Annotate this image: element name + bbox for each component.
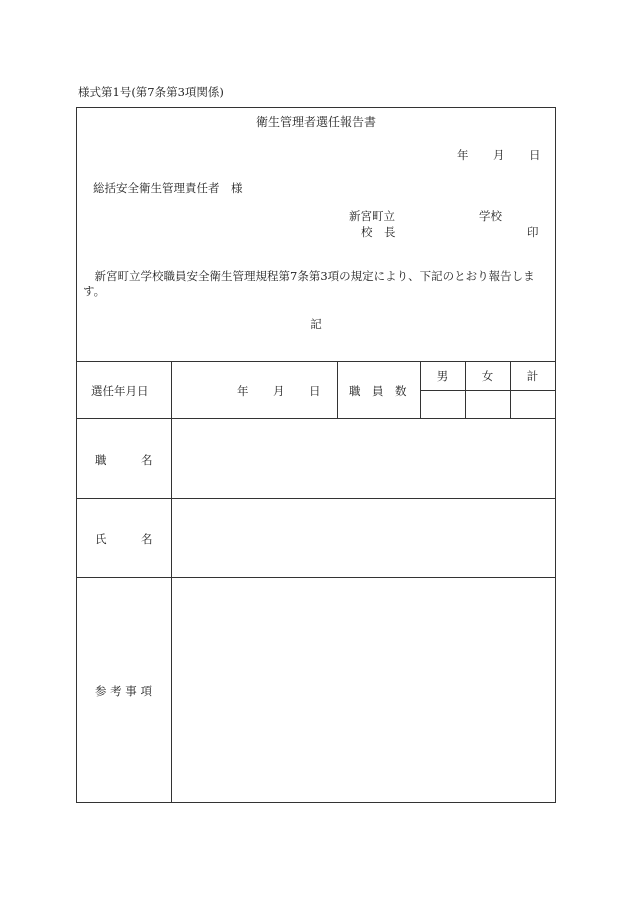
divider-label-column bbox=[171, 361, 172, 803]
appointment-year: 年 bbox=[237, 384, 249, 398]
form-number-label: 様式第1号(第7条第3項関係) bbox=[78, 85, 224, 99]
divider-row2 bbox=[77, 498, 555, 499]
report-form bbox=[76, 107, 556, 803]
date-year: 年 bbox=[457, 148, 469, 162]
appointment-month: 月 bbox=[273, 384, 285, 398]
divider-table-top bbox=[77, 361, 555, 362]
appointment-date-label: 選任年月日 bbox=[91, 384, 149, 398]
date-month: 月 bbox=[493, 148, 505, 162]
seal-mark: 印 bbox=[527, 225, 539, 239]
staff-count-label: 職 員 数 bbox=[349, 384, 407, 398]
school-prefix: 新宮町立 bbox=[349, 209, 395, 223]
addressee: 総括安全衛生管理責任者 様 bbox=[93, 181, 243, 195]
divider-row3 bbox=[77, 577, 555, 578]
name-label: 氏 名 bbox=[95, 532, 153, 546]
body-text: 新宮町立学校職員安全衛生管理規程第7条第3項の規定により、下記のとおり報告します。 bbox=[83, 269, 535, 298]
divider-date-staff bbox=[337, 361, 338, 418]
notes-label: 参 考 事 項 bbox=[95, 684, 152, 698]
divider-row1 bbox=[77, 418, 555, 419]
position-label: 職 名 bbox=[95, 453, 153, 467]
staff-header-total: 計 bbox=[526, 369, 539, 383]
divider-staff-header bbox=[420, 390, 555, 391]
ki-label: 記 bbox=[310, 317, 322, 331]
staff-header-male: 男 bbox=[436, 369, 449, 383]
staff-header-female: 女 bbox=[481, 369, 494, 383]
appointment-day: 日 bbox=[309, 384, 321, 398]
date-day: 日 bbox=[529, 148, 541, 162]
document-title: 衛生管理者選任報告書 bbox=[255, 115, 376, 129]
principal-title: 校 長 bbox=[361, 225, 396, 239]
school-suffix: 学校 bbox=[479, 209, 502, 223]
